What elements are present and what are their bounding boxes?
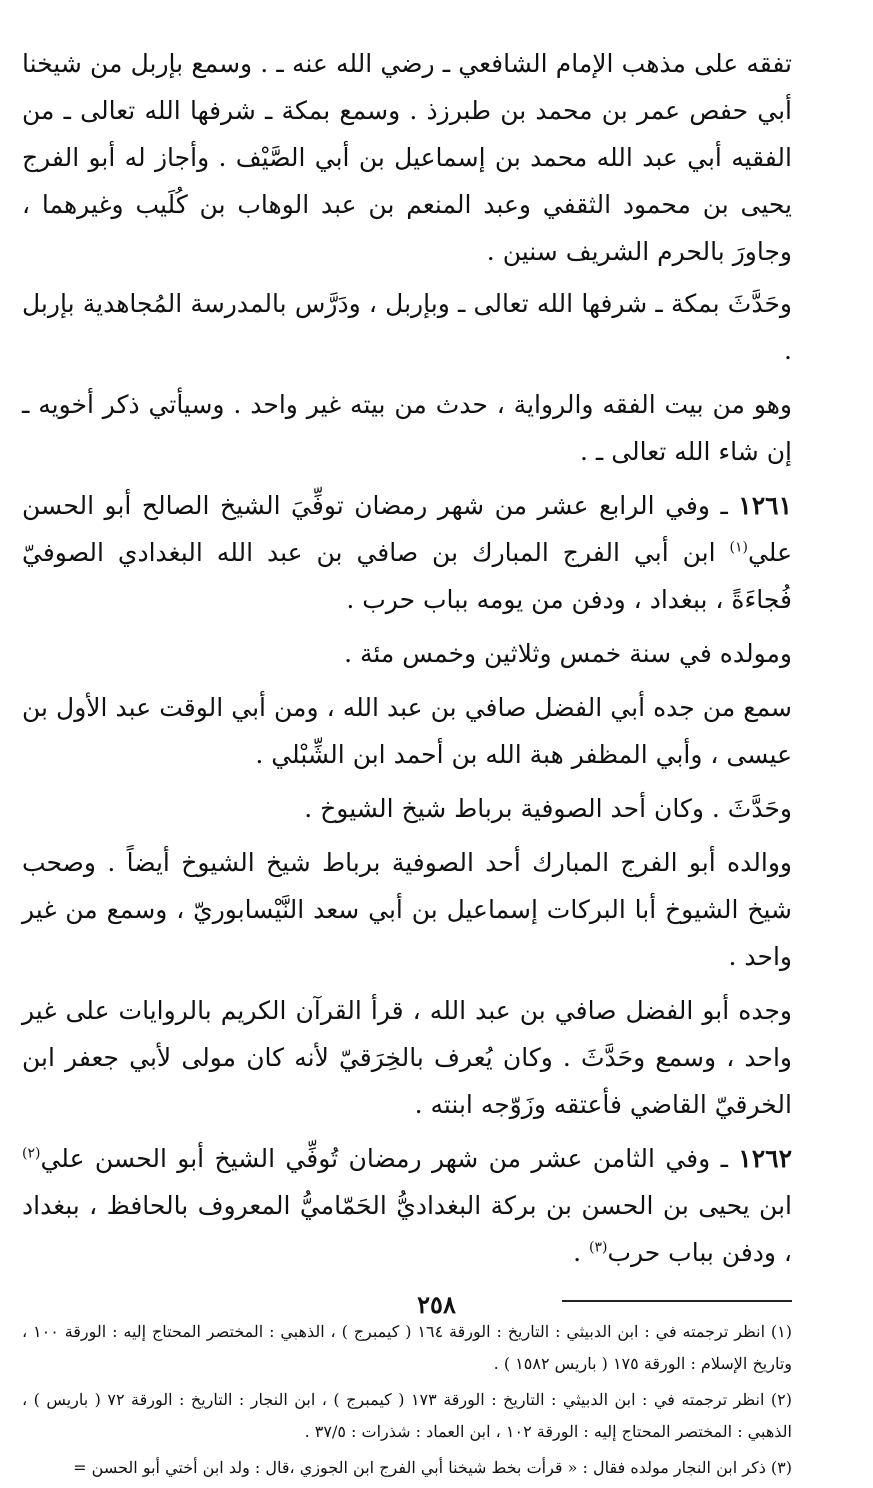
entry-1261 xyxy=(22,482,792,623)
entry-heading: ـ وفي الرابع عشر من شهر رمضان توفِّيَ الشيخ الصالح أبو الحسن علي xyxy=(22,491,792,567)
footnote: (١) انظر ترجمته في : ابن الدبيثي : التاريخ : الورقة ١٦٤ ( كيمبرج ) ، الذهبي : المختصر المحتاج إليه : الورقة ١٠٠ ، وتاريخ الإسلام : الورقة ١٧٥ ( باريس ١٥٨٢ ) . xyxy=(22,1322,793,1373)
entry-1262 xyxy=(22,1135,792,1276)
entry-number: ١٢٦١ xyxy=(738,491,792,520)
paragraph: وجده أبو الفضل صافي بن عبد الله ، قرأ القرآن الكريم بالروايات على غير واحد ، وسمع وحَدَّثَ . وكان يُعرف بالخِرَقيّ لأنه كان مولى لأبي جعفر ابن الخرقيّ القاضي فأعتقه وزَوّجه ابنته . xyxy=(22,996,792,1119)
paragraph: سمع من جده أبي الفضل صافي بن عبد الله ، ومن أبي الوقت عبد الأول بن عيسى ، وأبي المظفر هبة الله بن أحمد ابن الشِّبْلي . xyxy=(22,693,792,769)
entry-continuation: ابن أبي الفرج المبارك بن صافي بن عبد الله البغدادي الصوفيّ فُجاءَةً ، ببغداد ، ودفن من يومه بباب حرب . xyxy=(22,538,792,614)
footnote: (٣) ذكر ابن النجار مولده فقال : « قرأت بخط شيخنا أبي الفرج ابن الجوزي ،قال : ولد ابن أختي أبو الحسن = xyxy=(73,1458,792,1477)
page-content xyxy=(22,40,792,1488)
paragraph: وحَدَّثَ . وكان أحد الصوفية برباط شيخ الشيوخ . xyxy=(304,794,792,823)
footnote-ref[interactable]: (٣) xyxy=(588,1239,608,1256)
footnotes xyxy=(22,1316,792,1484)
footnote: (٢) انظر ترجمته في : ابن الدبيثي : التاريخ : الورقة ١٧٣ ( كيمبرج ) ، ابن النجار : التاريخ : الورقة ٧٢ ( باريس ) ، الذهبي : المختصر المحتاج إليه : الورقة ١٠٢ ، ابن العماد : شذرات : ٣٧/٥ . xyxy=(22,1390,792,1441)
footnote-ref[interactable]: (٢) xyxy=(22,1145,41,1162)
main-text xyxy=(22,40,792,1276)
paragraph: وهو من بيت الفقه والرواية ، حدث من بيته غير واحد . وسيأتي ذكر أخويه ـ إن شاء الله تعالى ـ . xyxy=(22,390,792,466)
page-number: ٢٥٨ xyxy=(417,1290,456,1319)
entry-continuation: ابن يحيى بن الحسن بن بركة البغداديُّ الحَمّاميُّ المعروف بالحافظ ، ببغداد ، ودفن بباب حرب xyxy=(22,1191,792,1267)
entry-number: ١٢٦٢ xyxy=(738,1144,792,1173)
entry-heading: ـ وفي الثامن عشر من شهر رمضان تُوفِّي الشيخ أبو الحسن علي xyxy=(40,1144,739,1173)
entry-end: . xyxy=(573,1238,589,1267)
paragraph: ووالده أبو الفرج المبارك أحد الصوفية برباط شيخ الشيوخ أيضاً . وصحب شيخ الشيوخ أبا البركات إسماعيل بن أبي سعد النَّيْسابوريّ ، وسمع من غير واحد . xyxy=(22,848,792,971)
paragraph: وحَدَّثَ بمكة ـ شرفها الله تعالى ـ وبإربل ، ودَرَّس بالمدرسة المُجاهدية بإربل . xyxy=(22,289,792,365)
paragraph: تفقه على مذهب الإمام الشافعي ـ رضي الله عنه ـ . وسمع بإربل من شيخنا أبي حفص عمر بن محمد بن طبرزذ . وسمع بمكة ـ شرفها الله تعالى ـ من الفقيه أبي عبد الله محمد بن إسماعيل بن أبي الصَّيْف . وأجاز له أبو الفرج يحيى بن محمود الثقفي وعبد المنعم بن عبد الوهاب بن كُلَيب وغيرهما ، وجاورَ بالحرم الشريف سنين . xyxy=(22,49,792,266)
paragraph: ومولده في سنة خمس وثلاثين وخمس مئة . xyxy=(344,639,792,668)
footnote-ref[interactable]: (١) xyxy=(729,539,748,556)
